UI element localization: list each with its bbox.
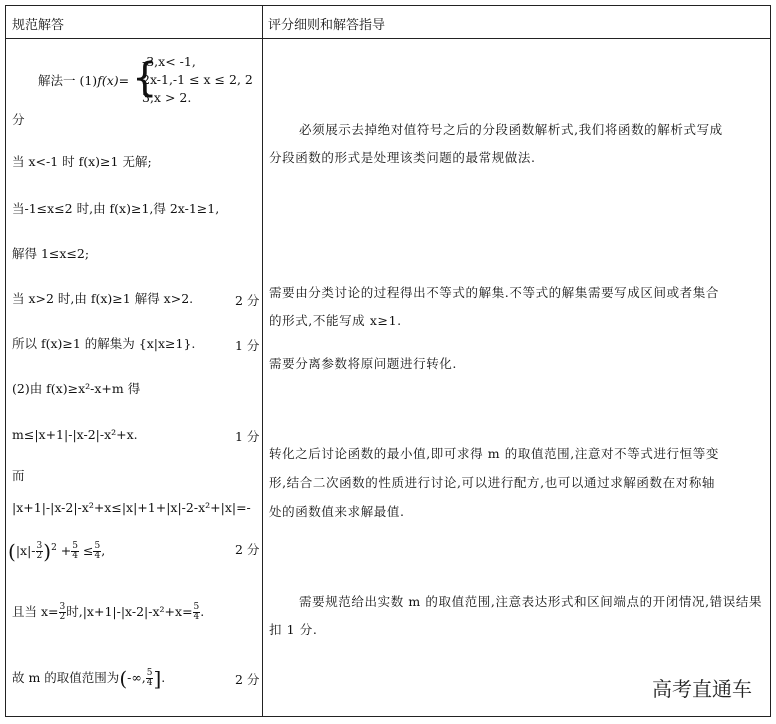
solution-line-2: 当 x<-1 时 f(x)≥1 无解; xyxy=(12,154,152,169)
score-line-13: 2 分 xyxy=(235,672,260,687)
header-right: 评分细则和解答指导 xyxy=(268,18,386,33)
guidance-4c: 处的函数值来求解最值. xyxy=(269,504,405,519)
score-fen: 分 xyxy=(12,112,25,127)
solution-line-5: 当 x>2 时,由 f(x)≥1 解得 x>2. xyxy=(12,291,194,306)
guidance-4a: 转化之后讨论函数的最小值,即可求得 m 的取值范围,注意对不等式进行恒等变 xyxy=(269,446,719,461)
scoring-table xyxy=(5,5,771,717)
column-divider xyxy=(262,6,263,716)
piecewise-brace: { xyxy=(132,55,158,101)
score-line-6: 1 分 xyxy=(235,338,260,353)
solution-line-6: 所以 f(x)≥1 的解集为 {x|x≥1}. xyxy=(12,336,196,351)
solution-line-9: 而 xyxy=(12,468,25,483)
solution-line-8: m≤|x+1|-|x-2|-x²+x. xyxy=(12,427,138,442)
piecewise-case-3: 3,x > 2. xyxy=(142,90,192,105)
solution-line-3: 当-1≤x≤2 时,由 f(x)≥1,得 2x-1≥1, xyxy=(12,201,220,216)
guidance-2a: 需要由分类讨论的过程得出不等式的解集.不等式的解集需要写成区间或者集合 xyxy=(269,285,719,300)
watermark-text: 高考直通车 xyxy=(652,677,752,701)
solution-line-7: (2)由 f(x)≥x²-x+m 得 xyxy=(12,381,141,396)
solution-line-13: 故 m 的取值范围为(-∞, $\frac{5}{4}$ ]. xyxy=(12,666,166,691)
score-line-11: 2 分 xyxy=(235,542,260,557)
header-divider xyxy=(6,38,770,39)
guidance-5b: 扣 1 分. xyxy=(269,622,318,637)
score-line-8: 1 分 xyxy=(235,429,260,444)
solution-line-12: 且当 x= $\frac{3}{2}$ 时,|x+1|-|x-2|-x²+x= $\frac{5}{4}$ . xyxy=(12,602,205,622)
piecewise-case-1: -3,x< -1, xyxy=(142,54,196,69)
solution-line-1: 解法一 (1)f(x)= xyxy=(38,73,130,88)
piecewise-case-2: 2x-1,-1 ≤ x ≤ 2, 2 xyxy=(142,72,253,87)
guidance-1a: 必须展示去掉绝对值符号之后的分段函数解析式,我们将函数的解析式写成 xyxy=(299,122,723,137)
solution-line-4: 解得 1≤x≤2; xyxy=(12,246,90,261)
header-left: 规范解答 xyxy=(12,18,65,33)
guidance-4b: 形,结合二次函数的性质进行讨论,可以进行配方,也可以通过求解函数在对称轴 xyxy=(269,475,716,490)
guidance-2b: 的形式,不能写成 x≥1. xyxy=(269,313,402,328)
guidance-3: 需要分离参数将原问题进行转化. xyxy=(269,356,457,371)
score-line-5: 2 分 xyxy=(235,293,260,308)
solution-line-11: (|x|- $\frac{3}{2}$ )$^2$ + $\frac{5}{4}$ ≤ $\frac{5}{4}$ , xyxy=(8,539,106,564)
guidance-1b: 分段函数的形式是处理该类问题的最常规做法. xyxy=(269,150,536,165)
solution-line-10: |x+1|-|x-2|-x²+x≤|x|+1+|x|-2-x²+|x|=- xyxy=(12,500,251,515)
guidance-5a: 需要规范给出实数 m 的取值范围,注意表达形式和区间端点的开闭情况,错误结果 xyxy=(299,594,763,609)
